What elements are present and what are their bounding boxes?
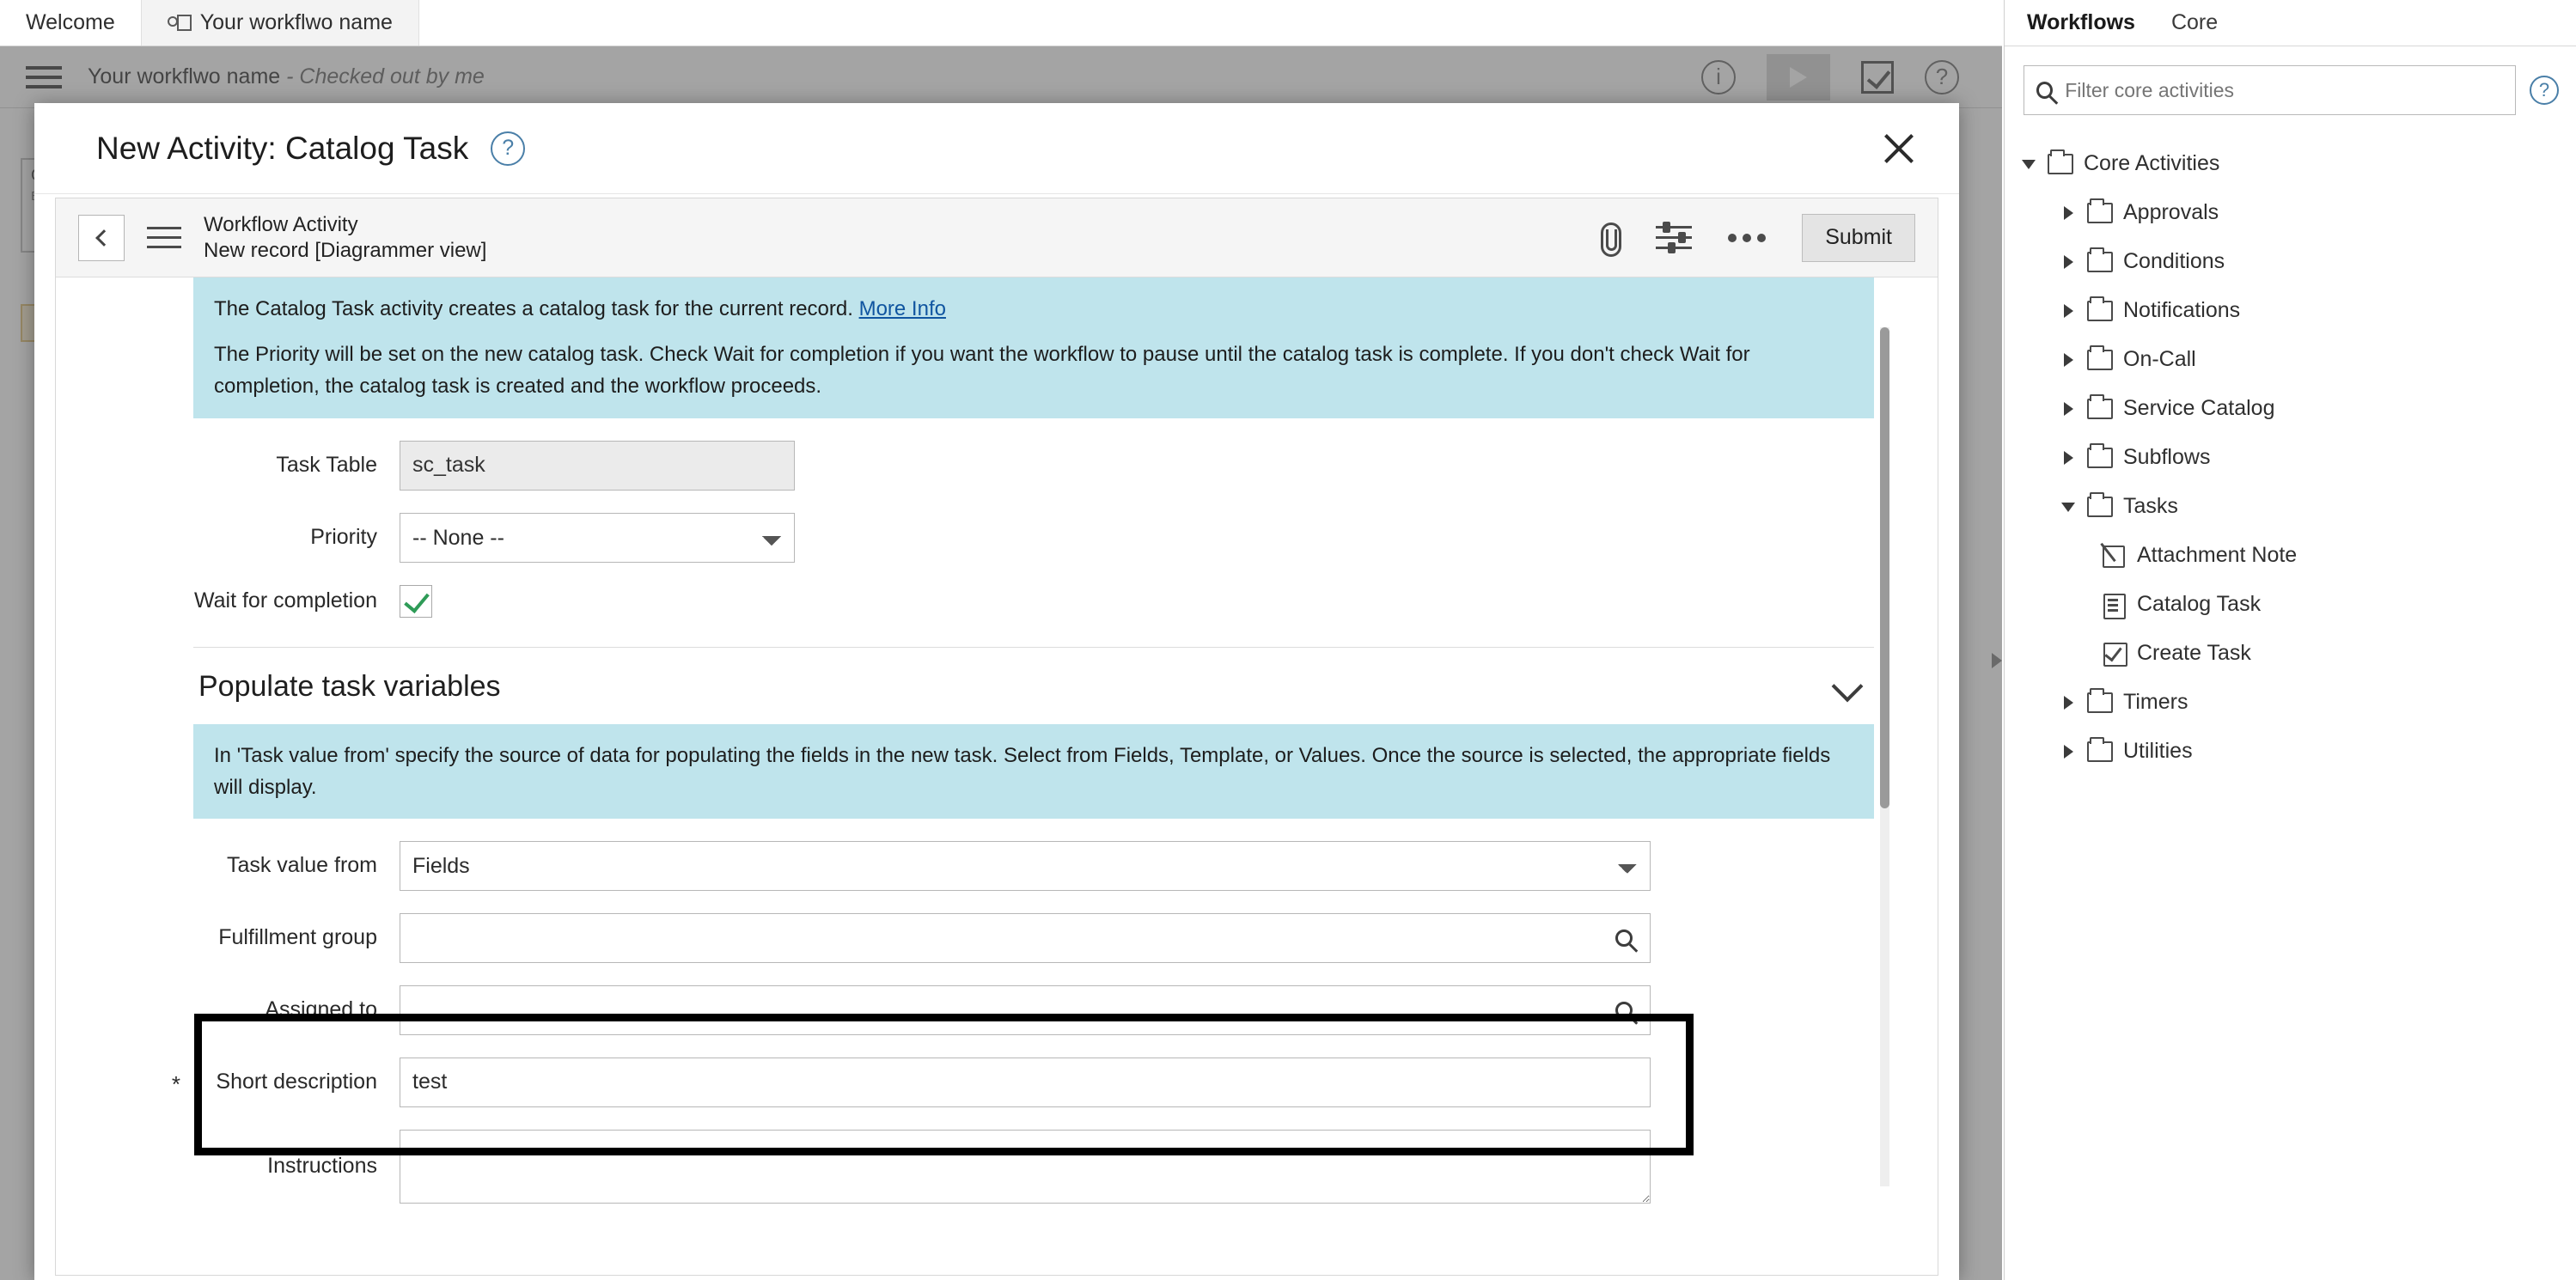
priority-label: Priority <box>310 525 377 550</box>
field-row-wait-for-completion <box>56 585 1938 618</box>
modal-title: New Activity: Catalog Task <box>96 130 469 166</box>
tree-item-conditions[interactable] <box>2022 237 2576 286</box>
submit-button[interactable]: Submit <box>1802 214 1915 262</box>
tree-item-label: Core Activities <box>2084 151 2220 175</box>
info-text-1: The Catalog Task activity creates a catalog task for the current record. <box>214 297 859 320</box>
close-icon[interactable] <box>1877 126 1921 171</box>
tree-item-label: Tasks <box>2123 494 2178 518</box>
assigned-to-label: Assigned to <box>265 997 377 1022</box>
attachment-note-icon <box>2101 544 2127 568</box>
form-record-name: New record [Diagrammer view] <box>204 238 487 262</box>
panel-search-row <box>2005 46 2576 131</box>
caret-right-icon[interactable] <box>2061 450 2077 466</box>
form-record-type: Workflow Activity <box>204 212 358 236</box>
more-info-link[interactable]: More Info <box>858 297 946 320</box>
populate-info-text: In 'Task value from' specify the source of data for populating the fields in the new task. Select from Fields, Template, or Values. Once the source is selected, the appropriate fields will display. <box>214 743 1831 799</box>
panel-tabs <box>2005 0 2576 46</box>
wait-for-completion-checkbox[interactable] <box>400 585 432 618</box>
folder-icon <box>2087 741 2113 762</box>
section-title: Populate task variables <box>198 669 501 703</box>
caret-right-icon[interactable] <box>2061 695 2077 710</box>
tree-item-create-task[interactable] <box>2022 629 2576 678</box>
modal-help-icon[interactable]: ? <box>491 131 525 166</box>
wait-for-completion-label: Wait for completion <box>193 588 377 613</box>
task-table-label: Task Table <box>276 453 377 478</box>
personalize-icon[interactable] <box>1656 223 1692 253</box>
caret-down-icon[interactable] <box>2061 499 2077 515</box>
search-icon <box>1615 1002 1633 1019</box>
task-value-from-select[interactable] <box>400 841 1651 891</box>
tree-item-notifications[interactable] <box>2022 286 2576 335</box>
catalog-task-icon <box>2101 593 2127 617</box>
tree-item-label: Attachment Note <box>2137 543 2298 567</box>
search-icon <box>1615 930 1633 947</box>
tree-item-tasks[interactable] <box>2022 482 2576 531</box>
new-activity-modal <box>34 103 1959 1280</box>
short-description-label-text: Short description <box>216 1070 377 1094</box>
panel-collapse-arrow-icon[interactable] <box>1992 653 2002 668</box>
activity-form <box>55 198 1938 1276</box>
tab-workflow-label: Your workflwo name <box>199 10 393 34</box>
activities-panel <box>2004 0 2576 1280</box>
filter-activities-input[interactable] <box>2063 78 2503 103</box>
tree-item-label: Utilities <box>2123 739 2193 763</box>
form-scrollbar-thumb[interactable] <box>1880 327 1889 808</box>
tab-welcome[interactable] <box>0 0 142 46</box>
fulfillment-group-control <box>400 913 1651 963</box>
tree-item-label: Catalog Task <box>2137 592 2262 616</box>
populate-info <box>193 724 1874 819</box>
folder-icon <box>2087 497 2113 517</box>
tab-welcome-label: Welcome <box>26 10 115 34</box>
assigned-to-lookup-button[interactable] <box>1597 985 1651 1035</box>
activity-description-info <box>193 277 1874 418</box>
task-table-value: sc_task <box>400 441 795 491</box>
folder-icon <box>2087 448 2113 468</box>
form-body <box>56 277 1938 1276</box>
tree-item-label: Create Task <box>2137 641 2251 665</box>
tree-item-attachment-note[interactable] <box>2022 531 2576 580</box>
tree-item-label: Service Catalog <box>2123 396 2275 420</box>
tree-item-timers[interactable] <box>2022 678 2576 727</box>
field-row-fulfillment-group <box>56 913 1938 963</box>
tree-item-core-activities[interactable] <box>2022 139 2576 188</box>
fulfillment-group-input[interactable] <box>400 913 1597 963</box>
info-text-2: The Priority will be set on the new catalog task. Check Wait for completion if you want the workflow to pause until the catalog task is complete. If you don't check Wait for completion, the catalog task is created and the workflow proceeds. <box>214 343 1750 399</box>
tree-item-label: On-Call <box>2123 347 2196 371</box>
browser-tab-bar <box>0 0 2002 46</box>
back-button[interactable] <box>78 215 125 261</box>
short-description-input[interactable] <box>400 1058 1651 1107</box>
activities-tree <box>2005 131 2576 776</box>
folder-icon <box>2087 399 2113 419</box>
field-row-task-value-from <box>56 841 1938 891</box>
folder-icon <box>2087 350 2113 370</box>
form-record-info <box>204 212 486 264</box>
form-toolbar <box>56 198 1938 277</box>
section-divider <box>193 647 1874 648</box>
chevron-down-icon[interactable] <box>1832 671 1864 703</box>
folder-icon <box>2087 252 2113 272</box>
tree-item-utilities[interactable] <box>2022 727 2576 776</box>
tree-item-approvals[interactable] <box>2022 188 2576 237</box>
tab-workflows[interactable]: Workflows <box>2027 10 2135 34</box>
attachment-icon[interactable] <box>1596 221 1620 255</box>
tree-item-catalog-task[interactable] <box>2022 580 2576 629</box>
folder-icon <box>2087 203 2113 223</box>
priority-select[interactable] <box>400 513 795 563</box>
instructions-textarea[interactable] <box>400 1130 1651 1204</box>
instructions-label: Instructions <box>267 1154 377 1179</box>
modal-header <box>34 103 1959 194</box>
fulfillment-group-lookup-button[interactable] <box>1597 913 1651 963</box>
more-icon[interactable] <box>1728 234 1766 242</box>
field-row-short-description <box>56 1058 1938 1107</box>
field-row-instructions <box>56 1130 1938 1204</box>
caret-right-icon[interactable] <box>2061 205 2077 221</box>
panel-help-icon[interactable]: ? <box>2530 76 2559 105</box>
caret-right-icon[interactable] <box>2061 352 2077 368</box>
assigned-to-control <box>400 985 1651 1035</box>
tree-item-on-call[interactable] <box>2022 335 2576 384</box>
form-menu-icon[interactable] <box>147 226 181 250</box>
field-row-task-table <box>56 441 1938 491</box>
tree-item-service-catalog[interactable] <box>2022 384 2576 433</box>
field-row-assigned-to <box>56 985 1938 1035</box>
field-row-priority <box>56 513 1938 563</box>
caret-right-icon[interactable] <box>2061 254 2077 270</box>
folder-icon <box>2048 154 2073 174</box>
search-icon <box>2036 82 2053 99</box>
fulfillment-group-label: Fulfillment group <box>218 925 377 950</box>
create-task-icon <box>2101 642 2127 666</box>
tree-item-label: Subflows <box>2123 445 2211 469</box>
short-description-label <box>56 1070 400 1098</box>
required-indicator-icon: * <box>171 1071 180 1098</box>
folder-icon <box>2087 301 2113 321</box>
caret-right-icon[interactable] <box>2061 303 2077 319</box>
tree-item-label: Conditions <box>2123 249 2225 273</box>
tree-item-label: Timers <box>2123 690 2188 714</box>
filter-activities-field[interactable] <box>2024 65 2516 115</box>
task-value-from-label: Task value from <box>226 853 377 878</box>
populate-task-variables-header[interactable] <box>198 670 1874 704</box>
tab-workflow[interactable] <box>142 0 419 46</box>
tree-item-label: Notifications <box>2123 298 2241 322</box>
workflow-icon <box>168 14 190 33</box>
tab-core[interactable]: Core <box>2170 10 2219 34</box>
caret-right-icon[interactable] <box>2061 401 2077 417</box>
assigned-to-input[interactable] <box>400 985 1597 1035</box>
caret-right-icon[interactable] <box>2061 744 2077 759</box>
tree-item-subflows[interactable] <box>2022 433 2576 482</box>
tree-item-label: Approvals <box>2123 200 2219 224</box>
form-toolbar-actions <box>1596 214 1915 262</box>
folder-icon <box>2087 692 2113 713</box>
caret-down-icon[interactable] <box>2022 156 2037 172</box>
